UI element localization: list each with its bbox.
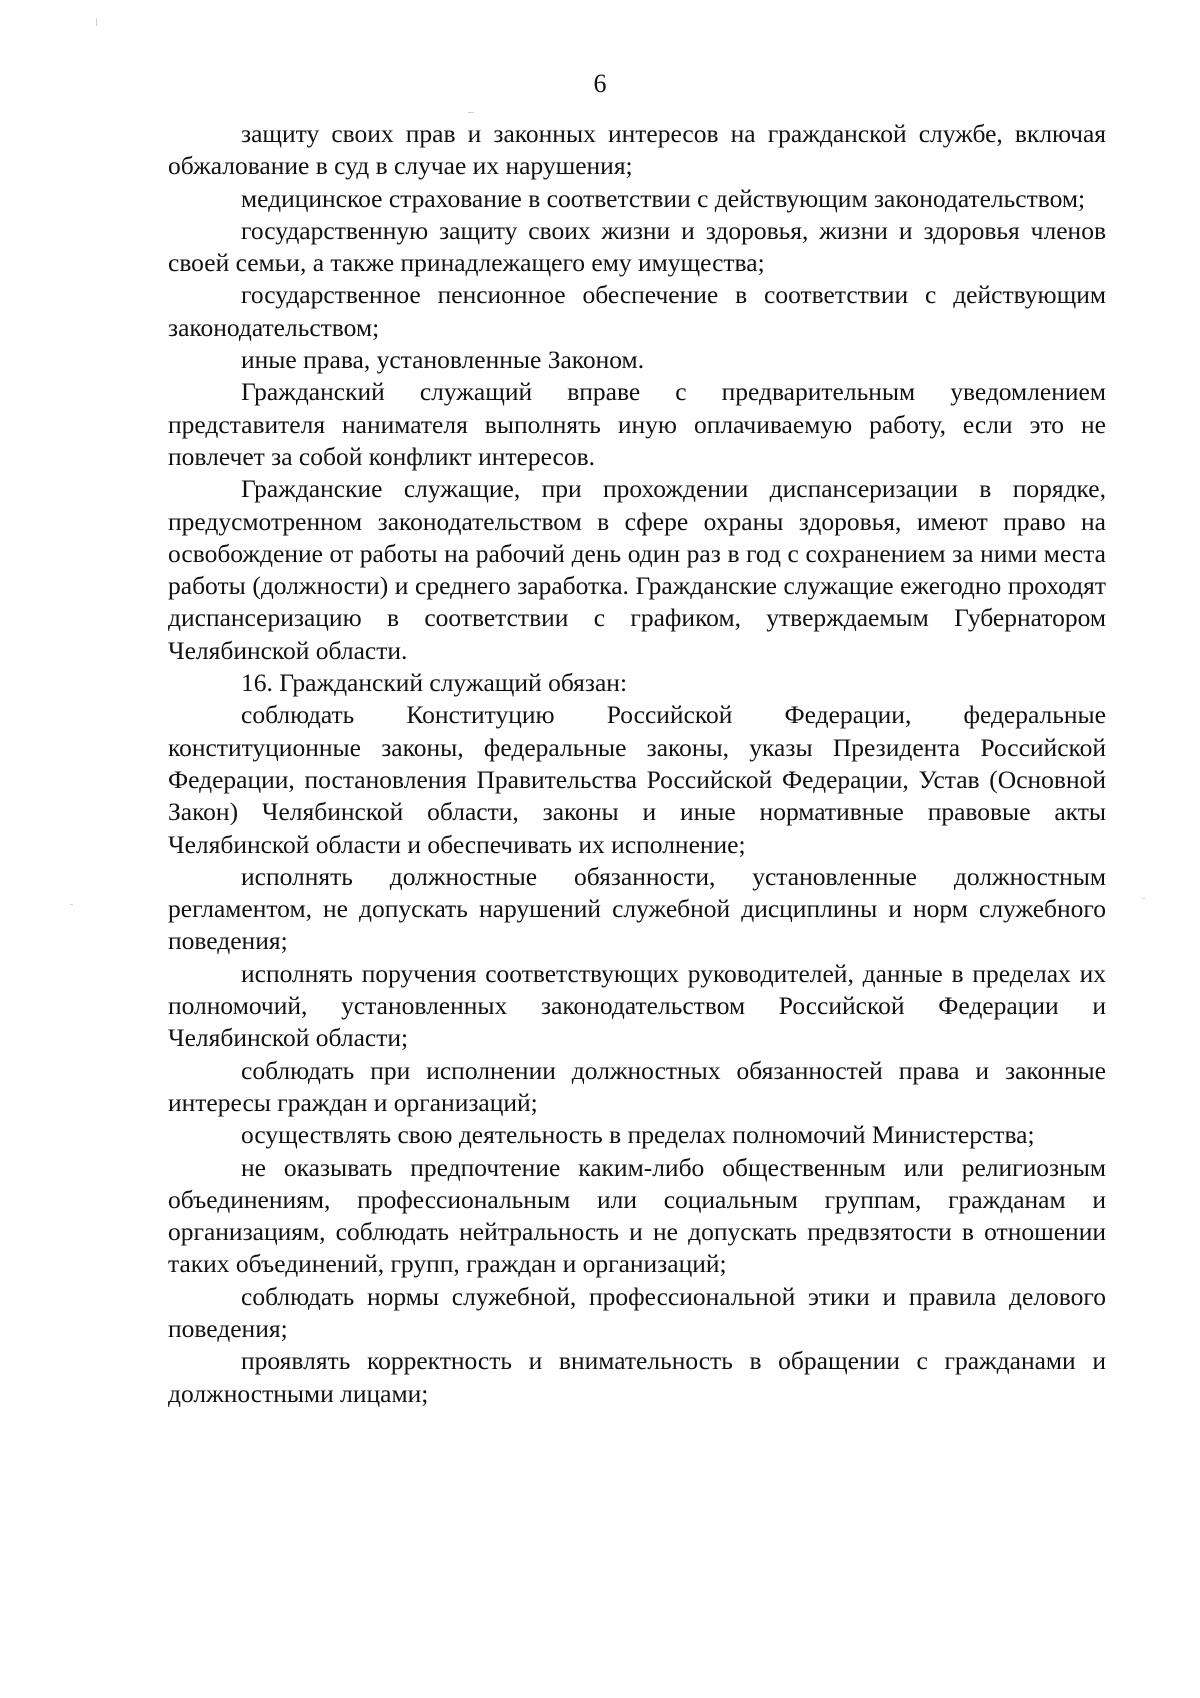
paragraph: соблюдать Конституцию Российской Федерации, федеральные конституционные законы, федеральные законы, указы Президента Российской Федерации, постановления Правительства Российской Федерации, Устав (Основной Закон) Челябинской области, законы и иные нормативные правовые акты Челябинской области и обеспечивать их исполнение; <box>168 700 1106 859</box>
scan-artifact <box>1142 898 1145 899</box>
paragraph: не оказывать предпочтение каким-либо общественным или религиозным объединениям, профессиональным или социальным группам, гражданам и организациям, соблюдать нейтральность и не допускать предвзятости в отношении таких объединений, групп, граждан и организаций; <box>168 1152 1106 1279</box>
paragraph: исполнять поручения соответствующих руководителей, данные в пределах их полномочий, установленных законодательством Российской Федерации и Челябинской области; <box>168 958 1106 1053</box>
paragraph: иные права, установленные Законом. <box>241 345 645 375</box>
section-heading: 16. Гражданский служащий обязан: <box>241 668 628 698</box>
paragraph: Гражданский служащий вправе с предварительным уведомлением представителя нанимателя выполнять иную оплачиваемую работу, если это не повлечет за собой конфликт интересов. <box>168 377 1106 471</box>
paragraph: соблюдать нормы служебной, профессиональной этики и правила делового поведения; <box>168 1281 1106 1343</box>
paragraph: проявлять корректность и внимательность в обращении с гражданами и должностными лицами; <box>168 1346 1106 1408</box>
paragraph: исполнять должностные обязанности, установленные должностным регламентом, не допускать нарушений служебной дисциплины и норм служебного поведения; <box>168 861 1106 956</box>
paragraph: Гражданские служащие, при прохождении диспансеризации в порядке, предусмотренном законодательством в сфере охраны здоровья, имеют право на освобождение от работы на рабочий день один раз в год с сохранением за ними места работы (должности) и среднего заработка. Гражданские служащие ежегодно проходят диспансеризацию в соответствии с графиком, утверждаемым Губернатором Челябинской области. <box>168 474 1106 665</box>
scan-artifact <box>70 904 73 905</box>
page-number: 6 <box>593 69 607 98</box>
paragraph: осуществлять свою деятельность в пределах полномочий Министерства; <box>241 1120 1035 1150</box>
scan-artifact <box>96 18 97 26</box>
document-body <box>168 118 1106 1410</box>
paragraph: государственное пенсионное обеспечение в соответствии с действующим законодательством; <box>168 280 1106 342</box>
paragraph: медицинское страхование в соответствии с действующим законодательством; <box>241 183 1086 213</box>
scan-artifact <box>468 112 474 113</box>
paragraph: соблюдать при исполнении должностных обязанностей права и законные интересы граждан и организаций; <box>168 1055 1106 1117</box>
paragraph: государственную защиту своих жизни и здоровья, жизни и здоровья членов своей семьи, а также принадлежащего ему имущества; <box>168 215 1106 278</box>
paragraph: защиту своих прав и законных интересов на гражданской службе, включая обжалование в суд в случае их нарушения; <box>168 119 1106 181</box>
